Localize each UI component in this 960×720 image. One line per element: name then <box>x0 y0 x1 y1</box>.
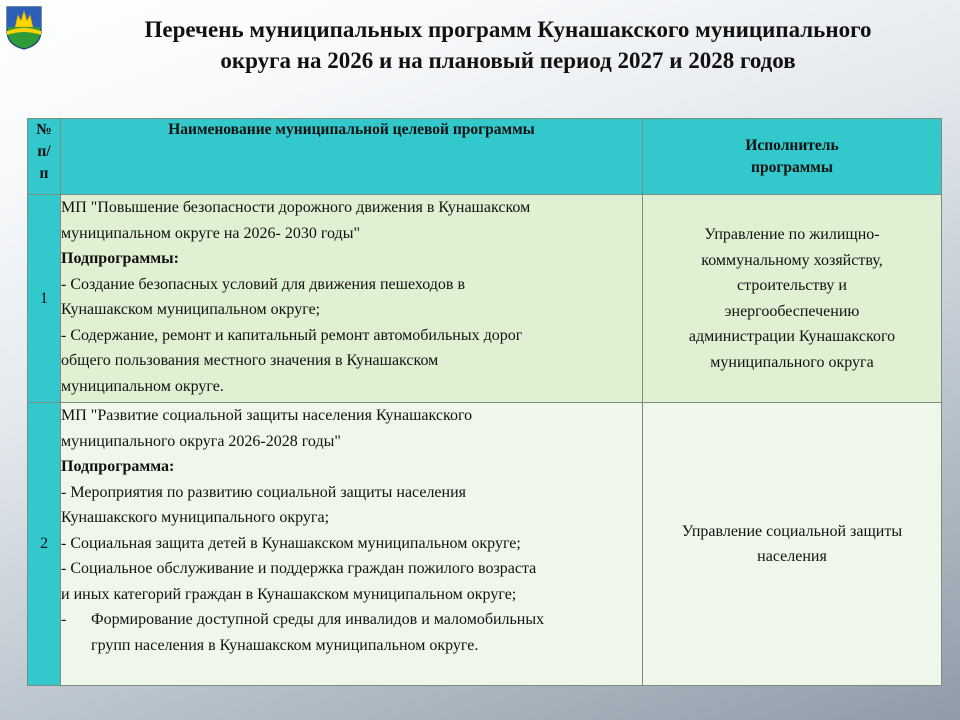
executor-cell: Управление по жилищно- коммунальному хозяйству, строительству и энергообеспечению администрации Кунашакского муниципального округа <box>643 195 942 403</box>
subprogram-line: муниципальном округе. <box>61 377 224 395</box>
subprogram-line: Кунашакском муниципальном округе; <box>61 301 321 318</box>
executor-cell: Управление социальной защиты населения <box>643 403 942 686</box>
bullet-line: групп населения в Кунашакском муниципальном округе. <box>91 636 479 654</box>
program-title-line: муниципального округа 2026-2028 годы" <box>61 432 341 450</box>
page-title <box>56 14 960 76</box>
programs-table <box>27 118 942 686</box>
title-line: Перечень муниципальных программ Кунашакского муниципального <box>144 17 872 42</box>
subprogram-line: - Создание безопасных условий для движения пешеходов в <box>61 275 466 293</box>
program-title-line: МП "Повышение безопасности дорожного движения в Кунашакском <box>61 199 531 216</box>
row-number: 2 <box>28 403 61 686</box>
program-title-line: МП "Развитие социальной защиты населения Кунашакского <box>61 407 473 424</box>
coat-of-arms-icon <box>5 5 43 51</box>
subprogram-line: - Социальная защита детей в Кунашакском муниципальном округе; <box>61 534 521 552</box>
table-header-row <box>28 119 942 195</box>
column-header-number: № п/ п <box>28 119 61 195</box>
subprogram-line: и иных категорий граждан в Кунашакском муниципальном округе; <box>61 585 517 603</box>
column-header-program-name: Наименование муниципальной целевой программы <box>61 119 643 195</box>
subprograms-label: Подпрограммы: <box>61 250 179 267</box>
subprogram-line: - Социальное обслуживание и поддержка граждан пожилого возраста <box>61 560 537 577</box>
row-number: 1 <box>28 195 61 403</box>
subprogram-line: - Содержание, ремонт и капитальный ремонт автомобильных дорог <box>61 326 523 344</box>
program-description <box>61 403 643 686</box>
subprograms-label: Подпрограмма: <box>61 458 175 475</box>
title-line: округа на 2026 и на плановый период 2027 и 2028 годов <box>220 48 796 73</box>
bullet-mark: - <box>61 611 67 628</box>
table-row <box>28 195 942 403</box>
subprogram-line: общего пользования местного значения в Кунашакском <box>61 352 439 369</box>
program-title-line: муниципальном округе на 2026- 2030 годы" <box>61 224 360 242</box>
subprogram-line: Кунашакского муниципального округа; <box>61 509 330 526</box>
bullet-item <box>61 607 642 658</box>
program-description <box>61 195 643 403</box>
bullet-line: Формирование доступной среды для инвалидов и маломобильных <box>91 611 545 628</box>
column-header-executor: Исполнитель программы <box>643 119 942 195</box>
table-row <box>28 403 942 686</box>
subprogram-line: - Мероприятия по развитию социальной защиты населения <box>61 483 467 501</box>
